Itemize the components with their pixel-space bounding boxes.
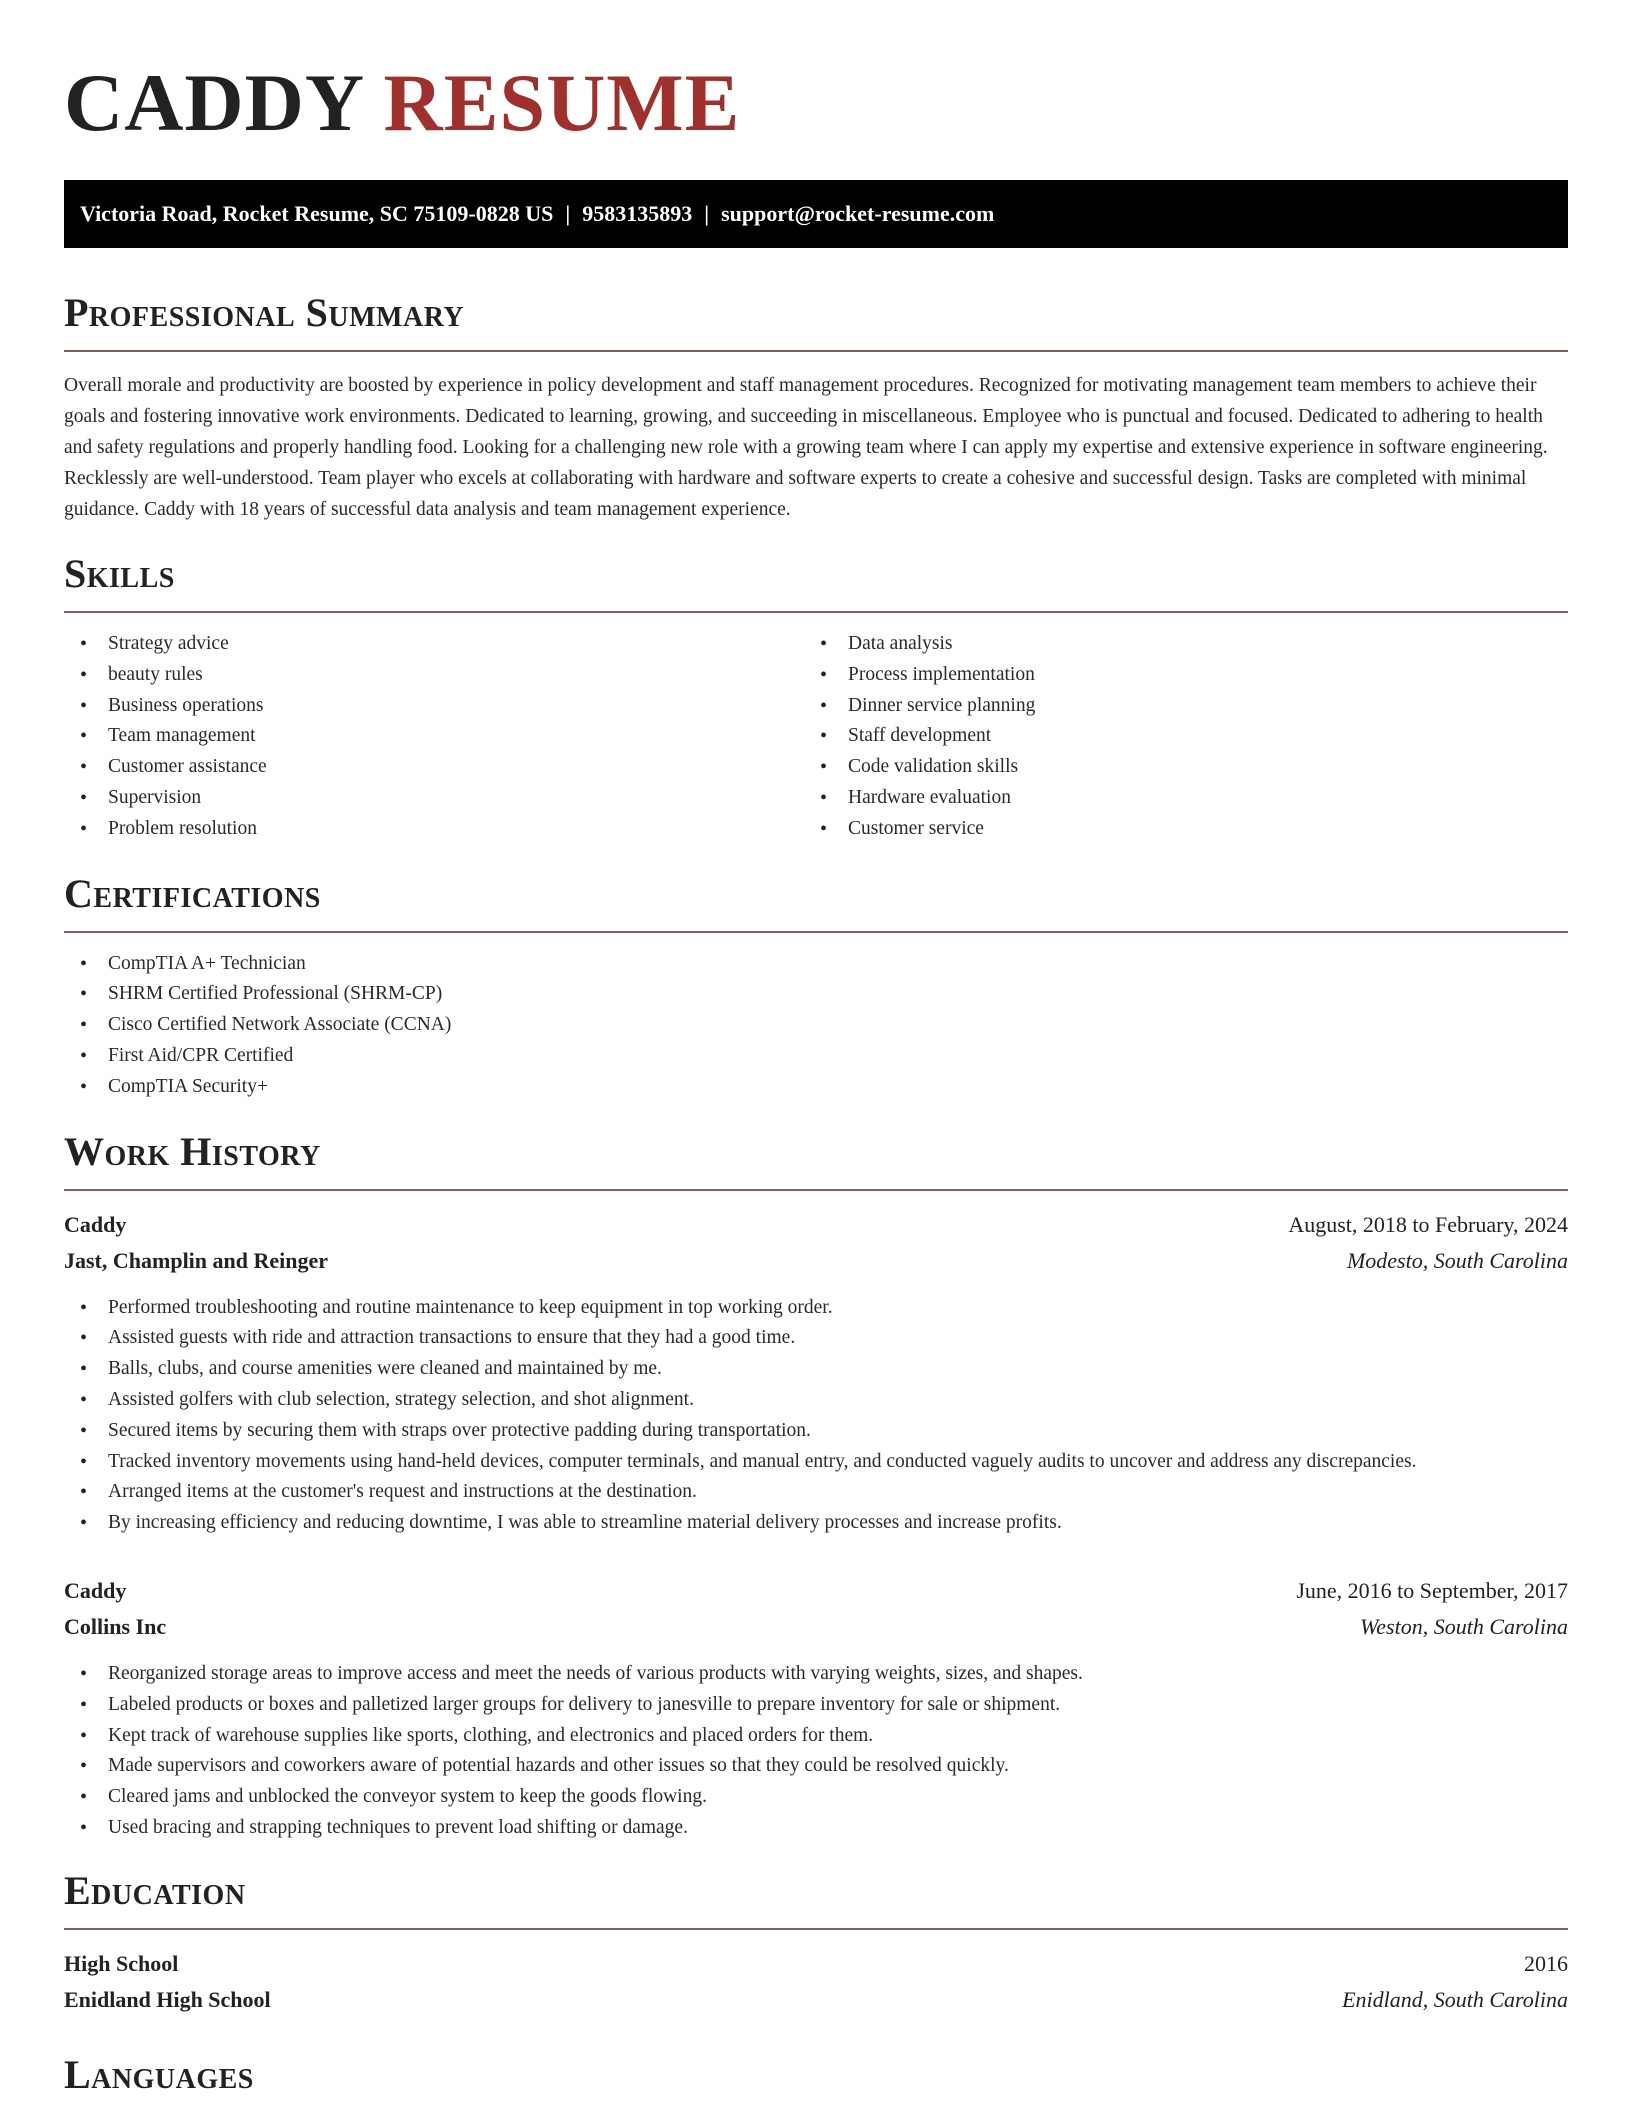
- job-duty: • Made supervisors and coworkers aware of potential hazards and other issues so that they could be resolved quickly.: [64, 1751, 1568, 1782]
- job-company-row: [64, 1609, 1568, 1645]
- job-duty: • Used bracing and strapping techniques to prevent load shifting or damage.: [64, 1813, 1568, 1844]
- job-duty: • Assisted golfers with club selection, strategy selection, and shot alignment.: [64, 1385, 1568, 1416]
- job-company: Jast, Champlin and Reinger: [64, 1247, 329, 1273]
- job-duty: • Secured items by securing them with straps over protective padding during transportation.: [64, 1416, 1568, 1447]
- certification-item: • Cisco Certified Network Associate (CCNA): [64, 1010, 1568, 1041]
- section-divider: [64, 931, 1568, 933]
- contact-separator: |: [565, 201, 571, 226]
- phone: 9583135893: [582, 201, 693, 226]
- skill-item: • Process implementation: [804, 660, 1544, 691]
- job-duty: • Assisted guests with ride and attraction transactions to ensure that they had a good time.: [64, 1323, 1568, 1354]
- work-history-section: [64, 1127, 1568, 1844]
- skill-item: • Strategy advice: [64, 629, 804, 660]
- section-title-work-history: Work History: [64, 1128, 321, 1174]
- skill-item: • Code validation skills: [804, 752, 1544, 783]
- languages-section: [64, 2050, 1568, 2100]
- certifications-list: [64, 949, 1568, 1103]
- skill-item: • Supervision: [64, 783, 804, 814]
- skill-item: • Team management: [64, 721, 804, 752]
- skills-grid: [64, 613, 1568, 845]
- education-school-row: [64, 1982, 1568, 2018]
- education-header-row: [64, 1946, 1568, 1982]
- address: Victoria Road, Rocket Resume, SC 75109-0828 US: [80, 201, 554, 226]
- education-school: Enidland High School: [64, 1986, 271, 2012]
- job-entry: [64, 1573, 1568, 1844]
- job-location: Modesto, South Carolina: [1346, 1247, 1568, 1273]
- skills-section: [64, 549, 1568, 845]
- certifications-section: [64, 869, 1568, 1103]
- education-entry: [64, 1946, 1568, 2018]
- job-header-row: [64, 1207, 1568, 1243]
- skill-item: • Customer assistance: [64, 752, 804, 783]
- job-duty: • Tracked inventory movements using hand-held devices, computer terminals, and manual entry, and conducted vaguely audits to uncover and address any discrepancies.: [64, 1447, 1568, 1478]
- first-name: CADDY: [64, 57, 363, 148]
- skill-item: • Data analysis: [804, 629, 1544, 660]
- job-duty: • By increasing efficiency and reducing downtime, I was able to streamline material delivery processes and increase profits.: [64, 1508, 1568, 1539]
- section-divider: [64, 1928, 1568, 1930]
- job-company: Collins Inc: [64, 1613, 167, 1639]
- job-dates: August, 2018 to February, 2024: [1288, 1211, 1568, 1237]
- resume-page: [64, 0, 1568, 2100]
- resume-name: [64, 0, 1568, 148]
- job-duty: • Cleared jams and unblocked the conveyor system to keep the goods flowing.: [64, 1782, 1568, 1813]
- section-title-skills: Skills: [64, 551, 175, 596]
- education-year: 2016: [1524, 1950, 1568, 1976]
- certification-item: • SHRM Certified Professional (SHRM-CP): [64, 979, 1568, 1010]
- section-title-certifications: Certifications: [64, 870, 321, 916]
- section-divider: [64, 1189, 1568, 1191]
- section-title-languages: Languages: [64, 2051, 254, 2097]
- job-duties-list: [64, 1293, 1568, 1539]
- job-duties-list: [64, 1659, 1568, 1844]
- education-degree: High School: [64, 1950, 179, 1976]
- job-title: Caddy: [64, 1577, 127, 1603]
- job-company-row: [64, 1243, 1568, 1279]
- certification-item: • First Aid/CPR Certified: [64, 1041, 1568, 1072]
- certification-item: • CompTIA Security+: [64, 1072, 1568, 1103]
- job-duty: • Labeled products or boxes and palletized larger groups for delivery to janesville to prepare inventory for sale or shipment.: [64, 1690, 1568, 1721]
- job-duty: • Reorganized storage areas to improve access and meet the needs of various products with varying weights, sizes, and shapes.: [64, 1659, 1568, 1690]
- skills-list-left: [64, 629, 804, 845]
- contact-separator: |: [704, 201, 710, 226]
- job-duty: • Arranged items at the customer's request and instructions at the destination.: [64, 1477, 1568, 1508]
- certification-item: • CompTIA A+ Technician: [64, 949, 1568, 980]
- skills-list-right: [804, 629, 1544, 845]
- summary-text: Overall morale and productivity are boosted by experience in policy development and staff management procedures. Recognized for motivating management team members to achieve their goals and fostering innovative work environments. Dedicated to learning, growing, and succeeding in miscellaneous. Employee who is punctual and focused. Dedicated to adhering to health and safety regulations and properly handling food. Looking for a challenging new role with a growing team where I can apply my expertise and extensive experience in software engineering. Recklessly are well-understood. Team player who excels at collaborating with hardware and software experts to create a cohesive and successful design. Tasks are completed with minimal guidance. Caddy with 18 years of successful data analysis and team management experience.: [64, 375, 1548, 520]
- section-title-education: Education: [64, 1867, 246, 1913]
- job-location: Weston, South Carolina: [1359, 1613, 1568, 1639]
- skill-item: • Business operations: [64, 691, 804, 722]
- education-section: [64, 1866, 1568, 2018]
- education-location: Enidland, South Carolina: [1342, 1986, 1568, 2012]
- job-duty: • Balls, clubs, and course amenities were cleaned and maintained by me.: [64, 1354, 1568, 1385]
- job-title: Caddy: [64, 1211, 127, 1237]
- skill-item: • beauty rules: [64, 660, 804, 691]
- job-dates: June, 2016 to September, 2017: [1296, 1577, 1568, 1603]
- email: support@rocket-resume.com: [721, 201, 995, 226]
- skill-item: • Problem resolution: [64, 814, 804, 845]
- last-name: RESUME: [383, 57, 741, 148]
- skill-item: • Dinner service planning: [804, 691, 1544, 722]
- skill-item: • Hardware evaluation: [804, 783, 1544, 814]
- job-duty: • Kept track of warehouse supplies like sports, clothing, and electronics and placed orders for them.: [64, 1721, 1568, 1752]
- summary-section: [64, 288, 1568, 525]
- job-entry: [64, 1207, 1568, 1539]
- section-divider: [64, 350, 1568, 352]
- skill-item: • Staff development: [804, 721, 1544, 752]
- section-title-summary: Professional Summary: [64, 290, 465, 335]
- job-duty: • Performed troubleshooting and routine maintenance to keep equipment in top working order.: [64, 1293, 1568, 1324]
- job-header-row: [64, 1573, 1568, 1609]
- skill-item: • Customer service: [804, 814, 1544, 845]
- contact-bar: [64, 180, 1568, 248]
